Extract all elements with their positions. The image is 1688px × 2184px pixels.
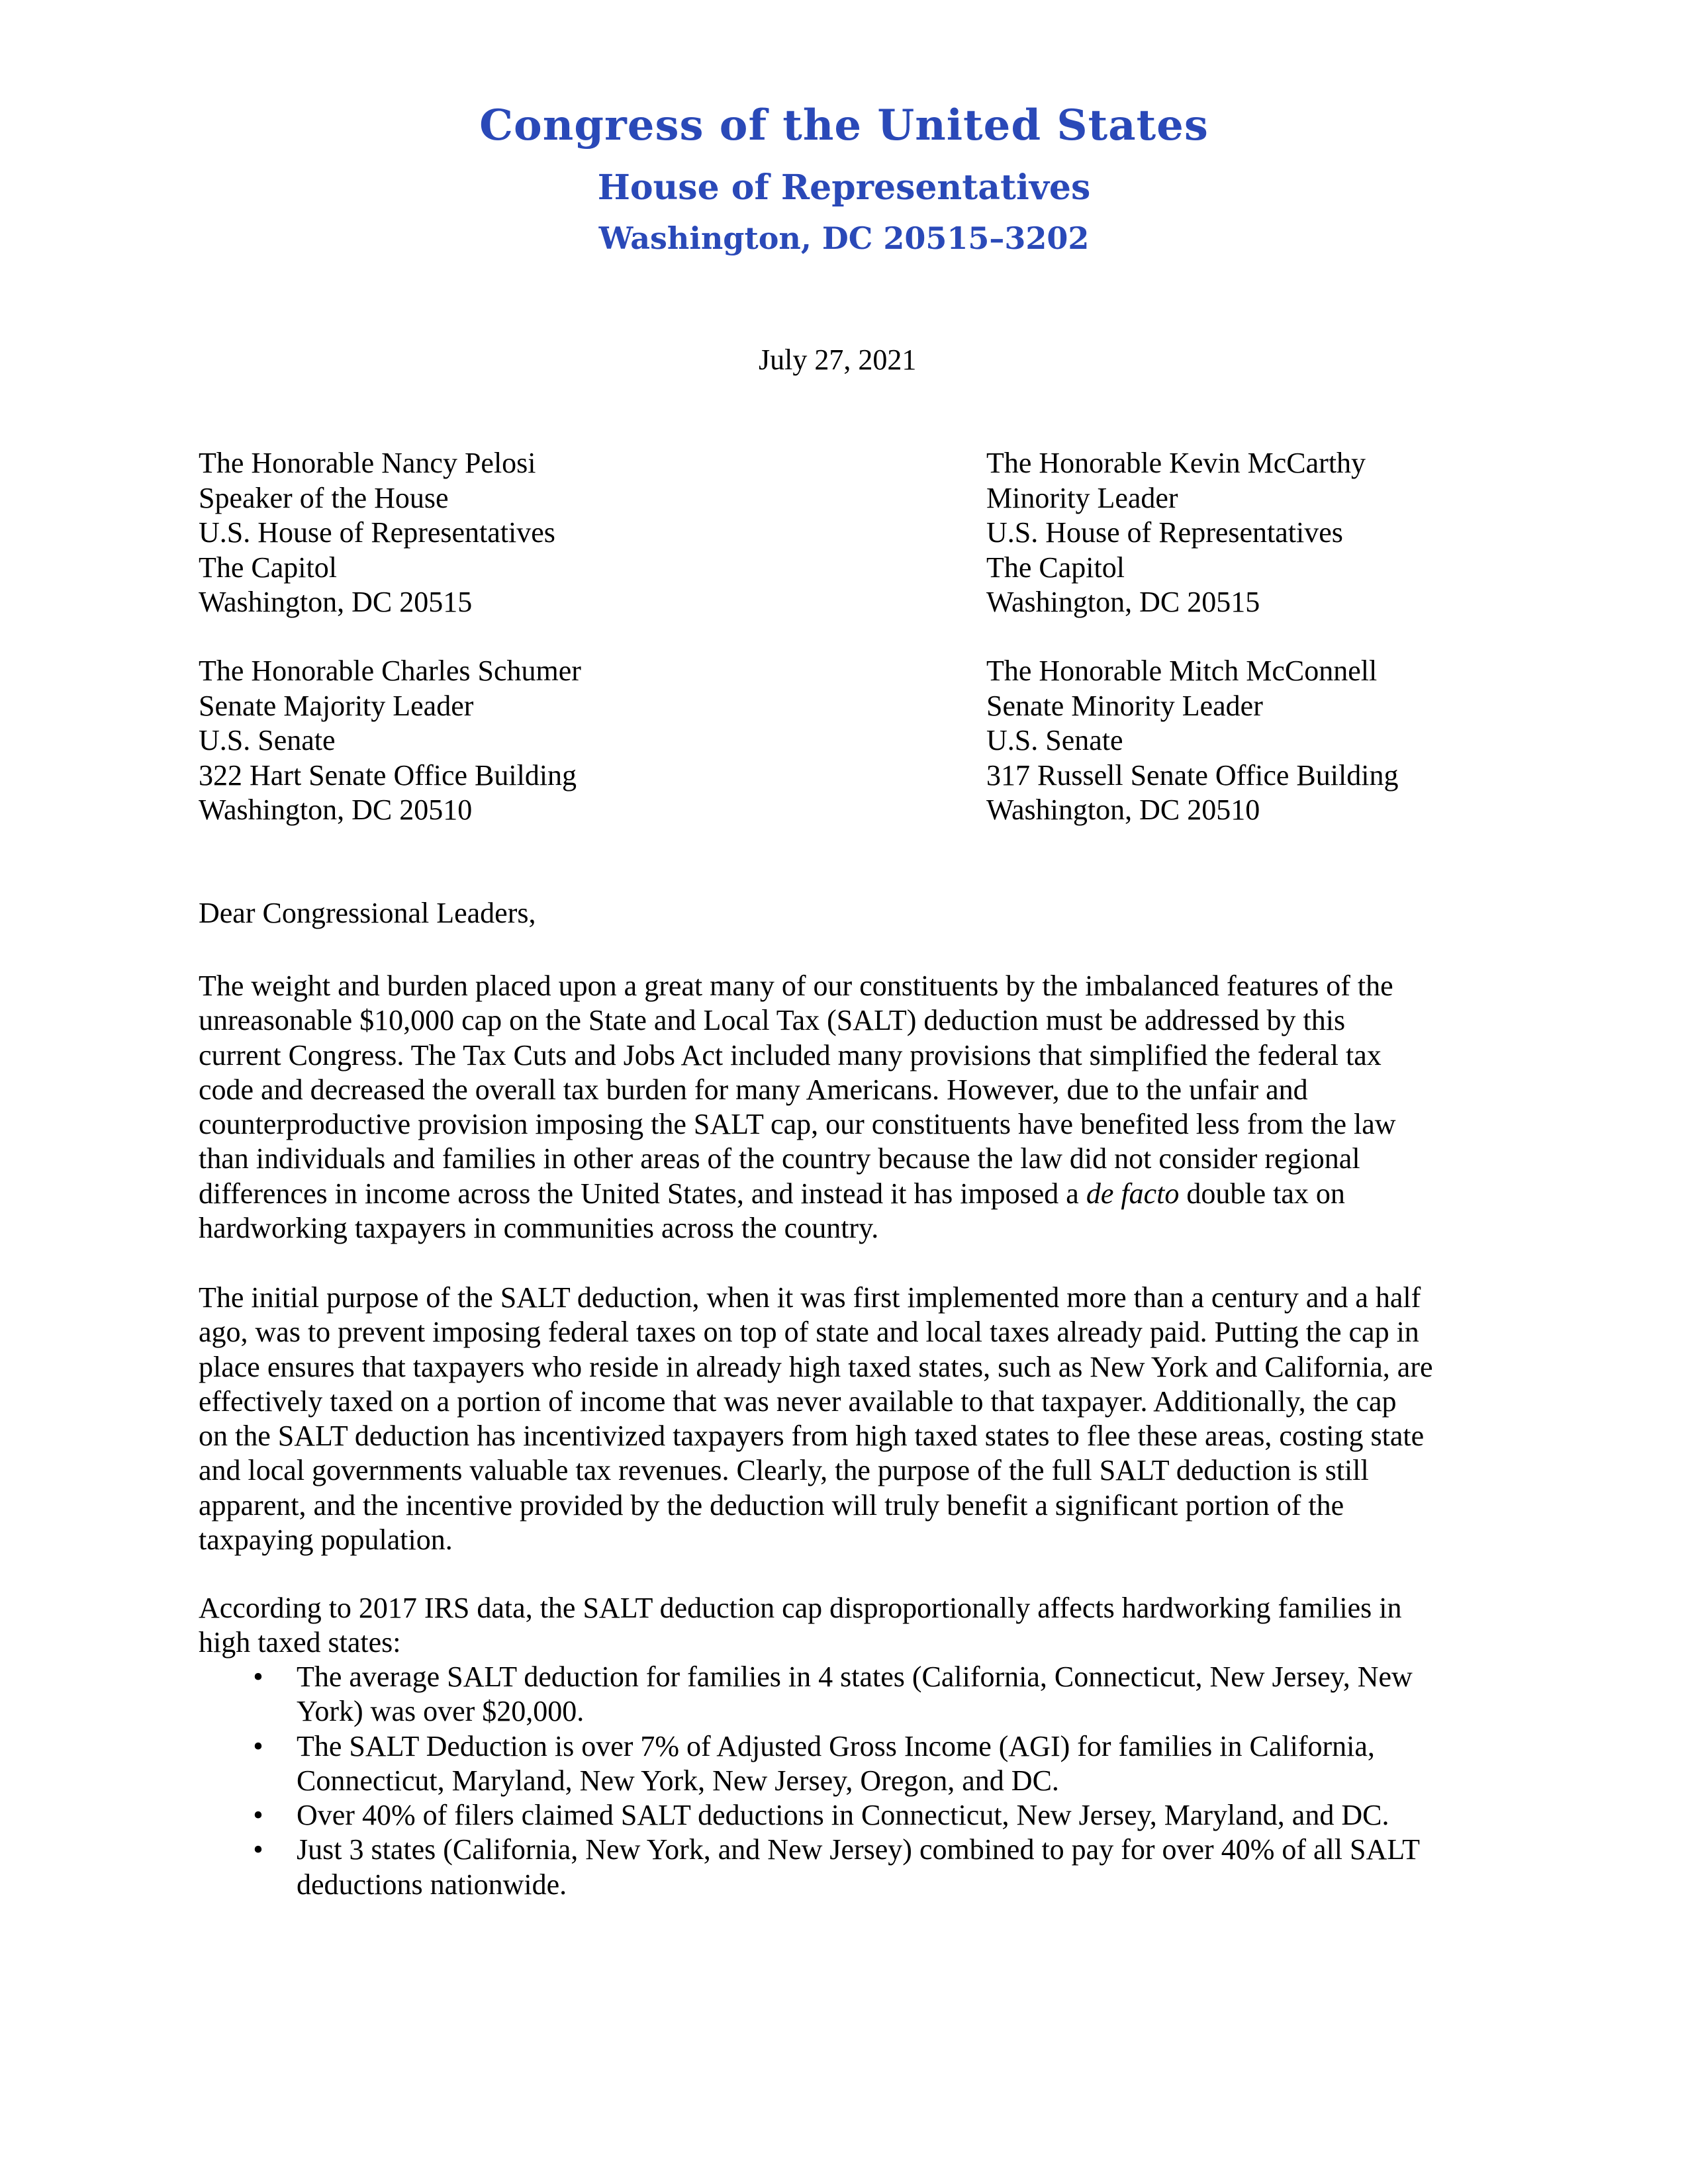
list-item-line: The SALT Deduction is over 7% of Adjusted Gross Income (AGI) for families in California,: [297, 1729, 1375, 1762]
bullet-icon: •: [253, 1833, 263, 1866]
recipient-line: The Honorable Charles Schumer: [199, 655, 581, 687]
recipient-line: The Capitol: [986, 551, 1125, 584]
letterhead-address: Washington, DC 20515–3202: [598, 220, 1090, 256]
paragraph-line: effectively taxed on a portion of income that was never available to that taxpayer. Additionally, the cap: [199, 1385, 1397, 1418]
recipient-line: The Honorable Nancy Pelosi: [199, 447, 536, 479]
paragraph-line: The initial purpose of the SALT deduction, when it was first implemented more than a century and a half: [199, 1281, 1421, 1314]
text-segment: differences in income across the United States, and instead it has imposed a: [199, 1177, 1086, 1210]
paragraph-irs-data: [199, 1591, 1402, 1661]
letterhead-congress: Congress of the United States: [479, 101, 1209, 150]
text-segment: double tax on: [1179, 1177, 1345, 1210]
list-item-line: Connecticut, Maryland, New York, New Jersey, Oregon, and DC.: [297, 1764, 1059, 1797]
paragraph-line: on the SALT deduction has incentivized taxpayers from high taxed states to flee these areas, costing state: [199, 1420, 1425, 1453]
paragraph-line: and local governments valuable tax revenues. Clearly, the purpose of the full SALT deduction is still: [199, 1454, 1369, 1487]
recipient-pelosi: [199, 446, 555, 620]
bullet-list: [199, 1660, 1420, 1902]
list-item-line: The average SALT deduction for families in 4 states (California, Connecticut, New Jersey, New: [297, 1661, 1413, 1693]
paragraph-line: high taxed states:: [199, 1626, 401, 1659]
paragraph-line: hardworking taxpayers in communities across the country.: [199, 1212, 879, 1245]
recipient-schumer: [199, 654, 581, 828]
recipient-line: The Honorable Kevin McCarthy: [986, 447, 1366, 479]
paragraph-line: ago, was to prevent imposing federal taxes on top of state and local taxes already paid. Putting the cap in: [199, 1316, 1419, 1349]
paragraph-line: unreasonable $10,000 cap on the State and Local Tax (SALT) deduction must be addressed by this: [199, 1004, 1346, 1037]
paragraph-line: place ensures that taxpayers who reside in already high taxed states, such as New York and California, are: [199, 1350, 1433, 1383]
recipient-line: 317 Russell Senate Office Building: [986, 758, 1399, 792]
paragraph-salt-purpose: [199, 1281, 1433, 1557]
paragraph-salt-burden: [199, 969, 1396, 1246]
paragraph-line: apparent, and the incentive provided by the deduction will truly benefit a significant portion of the: [199, 1488, 1344, 1522]
recipient-line: Washington, DC 20515: [986, 586, 1260, 618]
recipient-line: U.S. House of Representatives: [986, 516, 1343, 549]
recipient-line: U.S. House of Representatives: [199, 516, 555, 549]
list-item-line: York) was over $20,000.: [297, 1695, 585, 1728]
paragraph-line: According to 2017 IRS data, the SALT deduction cap disproportionally affects hardworking families in: [199, 1592, 1402, 1624]
list-item: [199, 1660, 1420, 1729]
recipient-line: Minority Leader: [986, 481, 1178, 514]
recipient-line: 322 Hart Senate Office Building: [199, 758, 577, 792]
recipient-line: The Capitol: [199, 551, 337, 584]
recipient-line: Washington, DC 20515: [199, 586, 473, 618]
recipient-line: Senate Minority Leader: [986, 689, 1263, 722]
recipient-line: Senate Majority Leader: [199, 689, 474, 722]
paragraph-line: The weight and burden placed upon a great many of our constituents by the imbalanced features of the: [199, 970, 1393, 1002]
list-item-line: deductions nationwide.: [297, 1868, 567, 1901]
recipient-line: U.S. Senate: [199, 724, 336, 756]
list-item-line: Just 3 states (California, New York, and New Jersey) combined to pay for over 40% of all SALT: [297, 1833, 1420, 1866]
italic-de-facto: de facto: [1086, 1177, 1180, 1210]
bullet-icon: •: [253, 1729, 263, 1762]
recipient-line: U.S. Senate: [986, 724, 1123, 756]
paragraph-line: than individuals and families in other areas of the country because the law did not consider regional: [199, 1142, 1360, 1175]
paragraph-line: [199, 1177, 1396, 1211]
greeting: Dear Congressional Leaders,: [199, 897, 536, 929]
list-item: [199, 1729, 1420, 1799]
bullet-icon: •: [253, 1661, 263, 1693]
paragraph-line: current Congress. The Tax Cuts and Jobs Act included many provisions that simplified the federal tax: [199, 1038, 1382, 1071]
bullet-icon: •: [253, 1799, 263, 1832]
recipient-mcconnell: [986, 654, 1398, 828]
recipient-mccarthy: [986, 446, 1366, 620]
letter-date: July 27, 2021: [759, 343, 917, 376]
recipient-line: The Honorable Mitch McConnell: [986, 655, 1378, 687]
list-item: [199, 1833, 1420, 1902]
paragraph-line: taxpaying population.: [199, 1524, 453, 1557]
recipient-line: Washington, DC 20510: [199, 794, 473, 826]
paragraph-line: code and decreased the overall tax burden for many Americans. However, due to the unfair and: [199, 1073, 1308, 1106]
list-item: [199, 1798, 1420, 1833]
recipient-line: Speaker of the House: [199, 481, 449, 514]
paragraph-line: counterproductive provision imposing the SALT cap, our constituents have benefited less from the law: [199, 1108, 1396, 1141]
letterhead-house: House of Representatives: [597, 167, 1091, 208]
recipient-line: Washington, DC 20510: [986, 794, 1260, 826]
list-item-line: Over 40% of filers claimed SALT deductions in Connecticut, New Jersey, Maryland, and DC.: [297, 1799, 1389, 1832]
